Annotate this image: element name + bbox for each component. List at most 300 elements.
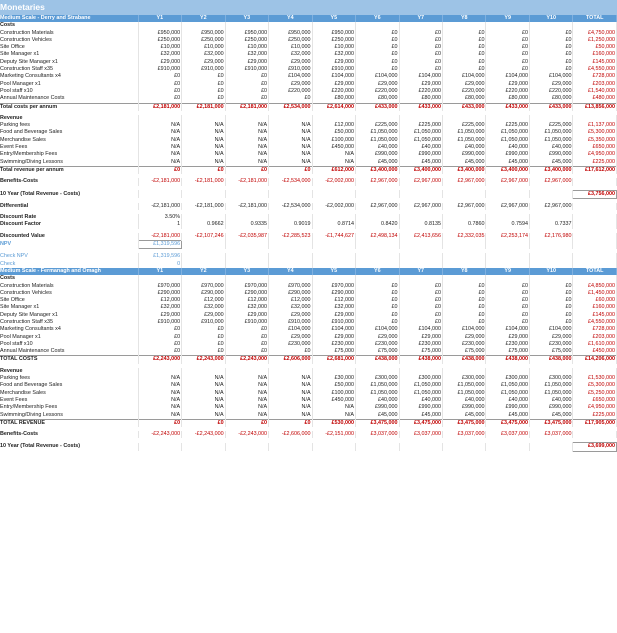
value-cell[interactable]: £0 bbox=[486, 59, 529, 66]
value-cell[interactable]: N/A bbox=[269, 129, 312, 136]
value-cell[interactable]: £0 bbox=[138, 341, 181, 348]
value-cell[interactable]: £29,000 bbox=[399, 334, 442, 341]
value-cell[interactable]: £0 bbox=[182, 73, 225, 80]
value-cell[interactable]: £2,176,980 bbox=[529, 233, 572, 241]
value-cell[interactable]: £0 bbox=[486, 312, 529, 319]
empty-cell[interactable] bbox=[269, 368, 312, 375]
row-label[interactable]: Entry/Membership Fees bbox=[0, 151, 138, 158]
value-cell[interactable]: £230,000 bbox=[399, 341, 442, 348]
value-cell[interactable]: £1,050,000 bbox=[486, 382, 529, 389]
empty-cell[interactable] bbox=[573, 178, 617, 185]
row-label[interactable]: Costs bbox=[0, 22, 138, 29]
value-cell[interactable]: 0.7337 bbox=[529, 221, 572, 228]
row-label[interactable]: Marketing Consultants x4 bbox=[0, 326, 138, 333]
value-cell[interactable]: £2,967,000 bbox=[356, 178, 399, 185]
value-cell[interactable]: £1,050,000 bbox=[529, 137, 572, 144]
value-cell[interactable]: £250,000 bbox=[269, 37, 312, 44]
empty-cell[interactable] bbox=[443, 241, 486, 249]
value-cell[interactable]: -£2,181,000 bbox=[225, 203, 268, 210]
empty-cell[interactable] bbox=[312, 214, 355, 221]
value-cell[interactable]: -£2,606,000 bbox=[269, 431, 312, 438]
empty-cell[interactable] bbox=[399, 261, 442, 268]
value-cell[interactable]: £3,037,000 bbox=[399, 431, 442, 438]
value-cell[interactable]: £0 bbox=[529, 319, 572, 326]
value-cell[interactable]: £1,050,000 bbox=[356, 390, 399, 397]
value-cell[interactable]: £45,000 bbox=[399, 412, 442, 420]
value-cell[interactable]: £104,000 bbox=[399, 326, 442, 333]
value-cell[interactable]: £0 bbox=[443, 37, 486, 44]
empty-cell[interactable] bbox=[269, 214, 312, 221]
value-cell[interactable]: £0 bbox=[399, 312, 442, 319]
value-cell[interactable]: £75,000 bbox=[443, 348, 486, 356]
empty-cell[interactable] bbox=[182, 253, 225, 260]
empty-cell[interactable] bbox=[312, 443, 355, 451]
value-cell[interactable]: £0 bbox=[399, 304, 442, 311]
value-cell[interactable]: £0 bbox=[182, 326, 225, 333]
value-cell[interactable]: £5,250,000 bbox=[573, 390, 617, 397]
value-cell[interactable]: N/A bbox=[225, 159, 268, 167]
value-cell[interactable]: £1,050,000 bbox=[529, 382, 572, 389]
empty-cell[interactable] bbox=[486, 115, 529, 122]
value-cell[interactable]: £32,000 bbox=[182, 304, 225, 311]
value-cell[interactable]: £0 bbox=[486, 304, 529, 311]
value-cell[interactable]: £104,000 bbox=[529, 326, 572, 333]
value-cell[interactable]: £0 bbox=[356, 312, 399, 319]
value-cell[interactable]: £29,000 bbox=[182, 59, 225, 66]
value-cell[interactable]: N/A bbox=[312, 412, 355, 420]
empty-cell[interactable] bbox=[225, 190, 268, 198]
value-cell[interactable]: £2,332,035 bbox=[443, 233, 486, 241]
value-cell[interactable]: £950,000 bbox=[225, 30, 268, 37]
value-cell[interactable]: N/A bbox=[225, 375, 268, 382]
column-header-total[interactable]: TOTAL bbox=[573, 268, 617, 275]
empty-cell[interactable] bbox=[225, 22, 268, 29]
value-cell[interactable]: £970,000 bbox=[225, 283, 268, 290]
value-cell[interactable]: £75,000 bbox=[529, 348, 572, 356]
value-cell[interactable]: £104,000 bbox=[486, 326, 529, 333]
value-cell[interactable]: £0 bbox=[356, 37, 399, 44]
row-label[interactable]: Entry/Membership Fees bbox=[0, 404, 138, 411]
empty-cell[interactable] bbox=[312, 261, 355, 268]
column-header-y1[interactable]: Y1 bbox=[138, 268, 181, 275]
empty-cell[interactable] bbox=[529, 22, 572, 29]
value-cell[interactable]: £450,000 bbox=[312, 144, 355, 151]
value-cell[interactable]: £80,000 bbox=[486, 95, 529, 103]
empty-cell[interactable] bbox=[443, 190, 486, 198]
empty-cell[interactable] bbox=[356, 261, 399, 268]
value-cell[interactable]: -£2,534,000 bbox=[269, 203, 312, 210]
value-cell[interactable]: £29,000 bbox=[138, 59, 181, 66]
row-label[interactable]: Event Fees bbox=[0, 144, 138, 151]
value-cell[interactable]: £50,000 bbox=[312, 129, 355, 136]
empty-cell[interactable] bbox=[486, 241, 529, 249]
value-cell[interactable]: £75,000 bbox=[356, 348, 399, 356]
value-cell[interactable]: £4,950,000 bbox=[573, 404, 617, 411]
value-cell[interactable]: £910,000 bbox=[269, 66, 312, 73]
row-label[interactable]: Revenue bbox=[0, 115, 138, 122]
row-label[interactable]: Benefits-Costs bbox=[0, 178, 138, 185]
value-cell[interactable]: £40,000 bbox=[529, 144, 572, 151]
value-cell[interactable]: £2,181,000 bbox=[138, 103, 181, 111]
empty-cell[interactable] bbox=[225, 241, 268, 249]
value-cell[interactable]: £910,000 bbox=[138, 66, 181, 73]
value-cell[interactable]: 1 bbox=[138, 221, 181, 228]
value-cell[interactable]: £29,000 bbox=[486, 81, 529, 88]
value-cell[interactable]: £0 bbox=[225, 348, 268, 356]
value-cell[interactable]: £0 bbox=[399, 319, 442, 326]
value-cell[interactable]: £2,967,000 bbox=[529, 178, 572, 185]
empty-cell[interactable] bbox=[269, 275, 312, 282]
value-cell[interactable]: £650,000 bbox=[573, 397, 617, 404]
value-cell[interactable]: £433,000 bbox=[356, 103, 399, 111]
column-header-y6[interactable]: Y6 bbox=[356, 15, 399, 22]
value-cell[interactable]: £2,967,000 bbox=[486, 203, 529, 210]
empty-cell[interactable] bbox=[138, 115, 181, 122]
value-cell[interactable]: N/A bbox=[269, 412, 312, 420]
value-cell[interactable]: £0 bbox=[443, 304, 486, 311]
value-cell[interactable]: £4,550,000 bbox=[573, 319, 617, 326]
column-header-y3[interactable]: Y3 bbox=[225, 268, 268, 275]
value-cell[interactable]: £104,000 bbox=[356, 73, 399, 80]
value-cell[interactable]: £0 bbox=[529, 30, 572, 37]
value-cell[interactable]: £250,000 bbox=[312, 37, 355, 44]
value-cell[interactable]: £2,181,000 bbox=[182, 103, 225, 111]
value-cell[interactable]: N/A bbox=[138, 382, 181, 389]
empty-cell[interactable] bbox=[573, 221, 617, 228]
value-cell[interactable]: £230,000 bbox=[269, 341, 312, 348]
value-cell[interactable]: £990,000 bbox=[356, 151, 399, 158]
empty-cell[interactable] bbox=[225, 275, 268, 282]
value-cell[interactable]: £0 bbox=[269, 348, 312, 356]
value-cell[interactable]: £0 bbox=[356, 304, 399, 311]
value-cell[interactable]: £290,000 bbox=[138, 290, 181, 297]
value-cell[interactable]: £32,000 bbox=[312, 51, 355, 58]
row-label[interactable]: Swimming/Diving Lessons bbox=[0, 159, 138, 167]
value-cell[interactable]: £40,000 bbox=[486, 144, 529, 151]
empty-cell[interactable] bbox=[225, 115, 268, 122]
value-cell[interactable]: £290,000 bbox=[225, 290, 268, 297]
empty-cell[interactable] bbox=[486, 368, 529, 375]
value-cell[interactable]: £2,967,000 bbox=[486, 178, 529, 185]
value-cell[interactable]: £100,000 bbox=[312, 137, 355, 144]
value-cell[interactable]: £29,000 bbox=[529, 81, 572, 88]
value-cell[interactable]: £104,000 bbox=[443, 326, 486, 333]
value-cell[interactable]: £0 bbox=[225, 95, 268, 103]
empty-cell[interactable] bbox=[225, 261, 268, 268]
empty-cell[interactable] bbox=[529, 115, 572, 122]
value-cell[interactable]: £1,050,000 bbox=[486, 129, 529, 136]
value-cell[interactable]: -£1,744,627 bbox=[312, 233, 355, 241]
value-cell[interactable]: £32,000 bbox=[225, 51, 268, 58]
value-cell[interactable]: £0 bbox=[529, 59, 572, 66]
empty-cell[interactable] bbox=[138, 190, 181, 198]
value-cell[interactable]: N/A bbox=[225, 397, 268, 404]
value-cell[interactable]: £300,000 bbox=[399, 375, 442, 382]
value-cell[interactable]: £3,037,000 bbox=[529, 431, 572, 438]
value-cell[interactable]: -£2,243,000 bbox=[225, 431, 268, 438]
value-cell[interactable]: £2,243,000 bbox=[225, 356, 268, 364]
value-cell[interactable]: £0 bbox=[138, 166, 181, 174]
value-cell[interactable]: £0 bbox=[138, 326, 181, 333]
value-cell[interactable]: £910,000 bbox=[312, 66, 355, 73]
value-cell[interactable]: £45,000 bbox=[356, 159, 399, 167]
value-cell[interactable]: £1,050,000 bbox=[443, 129, 486, 136]
empty-cell[interactable] bbox=[399, 190, 442, 198]
value-cell[interactable]: £990,000 bbox=[529, 404, 572, 411]
value-cell[interactable]: £728,000 bbox=[573, 73, 617, 80]
value-cell[interactable]: £3,400,000 bbox=[529, 166, 572, 174]
value-cell[interactable]: £145,000 bbox=[573, 312, 617, 319]
empty-cell[interactable] bbox=[182, 115, 225, 122]
value-cell[interactable]: £1,050,000 bbox=[443, 137, 486, 144]
empty-cell[interactable] bbox=[182, 22, 225, 29]
value-cell[interactable]: £0 bbox=[399, 66, 442, 73]
value-cell[interactable]: £0 bbox=[269, 95, 312, 103]
value-cell[interactable]: £32,000 bbox=[182, 51, 225, 58]
value-cell[interactable]: £0 bbox=[399, 37, 442, 44]
value-cell[interactable]: £220,000 bbox=[443, 88, 486, 95]
value-cell[interactable]: £1,050,000 bbox=[356, 129, 399, 136]
column-header-y5[interactable]: Y5 bbox=[312, 15, 355, 22]
value-cell[interactable]: £3,037,000 bbox=[443, 431, 486, 438]
value-cell[interactable]: £45,000 bbox=[443, 159, 486, 167]
empty-cell[interactable] bbox=[182, 275, 225, 282]
empty-cell[interactable] bbox=[573, 115, 617, 122]
value-cell[interactable]: £450,000 bbox=[312, 397, 355, 404]
value-cell[interactable]: £990,000 bbox=[486, 404, 529, 411]
value-cell[interactable]: -£2,181,000 bbox=[225, 178, 268, 185]
value-cell[interactable]: £10,000 bbox=[269, 44, 312, 51]
value-cell[interactable]: £29,000 bbox=[529, 334, 572, 341]
value-cell[interactable]: £29,000 bbox=[312, 59, 355, 66]
value-cell[interactable]: £5,350,000 bbox=[573, 137, 617, 144]
value-cell[interactable]: £0 bbox=[399, 283, 442, 290]
empty-cell[interactable] bbox=[269, 190, 312, 198]
empty-cell[interactable] bbox=[312, 115, 355, 122]
empty-cell[interactable] bbox=[529, 261, 572, 268]
value-cell[interactable]: £230,000 bbox=[312, 341, 355, 348]
column-header-y3[interactable]: Y3 bbox=[225, 15, 268, 22]
row-label[interactable]: 10 Year (Total Revenue - Costs) bbox=[0, 190, 138, 198]
value-cell[interactable]: £1,050,000 bbox=[399, 390, 442, 397]
empty-cell[interactable] bbox=[573, 214, 617, 221]
value-cell[interactable]: £29,000 bbox=[269, 81, 312, 88]
value-cell[interactable]: -£2,243,000 bbox=[138, 431, 181, 438]
value-cell[interactable]: £3,400,000 bbox=[443, 166, 486, 174]
value-cell[interactable]: £2,243,000 bbox=[138, 356, 181, 364]
value-cell[interactable]: £29,000 bbox=[443, 334, 486, 341]
value-cell[interactable]: £0 bbox=[356, 59, 399, 66]
row-label[interactable]: Construction Vehicles bbox=[0, 290, 138, 297]
row-label[interactable]: Total costs per annum bbox=[0, 103, 138, 111]
value-cell[interactable]: £910,000 bbox=[312, 319, 355, 326]
value-cell[interactable]: £612,000 bbox=[312, 166, 355, 174]
empty-cell[interactable] bbox=[225, 253, 268, 260]
empty-cell[interactable] bbox=[399, 22, 442, 29]
value-cell[interactable]: £1,319,596 bbox=[138, 241, 181, 249]
value-cell[interactable]: £3,756,000 bbox=[573, 190, 617, 198]
value-cell[interactable]: £14,206,000 bbox=[573, 356, 617, 364]
value-cell[interactable]: £0 bbox=[182, 341, 225, 348]
empty-cell[interactable] bbox=[356, 275, 399, 282]
value-cell[interactable]: £950,000 bbox=[269, 30, 312, 37]
column-header-y2[interactable]: Y2 bbox=[182, 15, 225, 22]
value-cell[interactable]: £0 bbox=[443, 290, 486, 297]
column-header-y2[interactable]: Y2 bbox=[182, 268, 225, 275]
value-cell[interactable]: £12,000 bbox=[269, 297, 312, 304]
value-cell[interactable]: N/A bbox=[138, 122, 181, 129]
value-cell[interactable]: £104,000 bbox=[486, 73, 529, 80]
value-cell[interactable]: £438,000 bbox=[529, 356, 572, 364]
row-label[interactable]: Construction Materials bbox=[0, 30, 138, 37]
value-cell[interactable]: £1,540,000 bbox=[573, 88, 617, 95]
value-cell[interactable]: N/A bbox=[269, 144, 312, 151]
value-cell[interactable]: £300,000 bbox=[529, 375, 572, 382]
value-cell[interactable]: £0 bbox=[225, 166, 268, 174]
section-header-label[interactable]: Medium Scale - Fermanagh and Omagh bbox=[0, 268, 138, 275]
value-cell[interactable]: £728,000 bbox=[573, 326, 617, 333]
value-cell[interactable]: £2,534,000 bbox=[269, 103, 312, 111]
value-cell[interactable]: £225,000 bbox=[573, 412, 617, 420]
value-cell[interactable]: N/A bbox=[138, 137, 181, 144]
value-cell[interactable]: £0 bbox=[138, 73, 181, 80]
value-cell[interactable]: -£2,181,000 bbox=[138, 203, 181, 210]
value-cell[interactable]: N/A bbox=[225, 129, 268, 136]
row-label[interactable]: Pool staff x10 bbox=[0, 341, 138, 348]
value-cell[interactable]: N/A bbox=[182, 382, 225, 389]
empty-cell[interactable] bbox=[443, 275, 486, 282]
empty-cell[interactable] bbox=[399, 368, 442, 375]
value-cell[interactable]: £80,000 bbox=[529, 95, 572, 103]
empty-cell[interactable] bbox=[312, 253, 355, 260]
value-cell[interactable]: £910,000 bbox=[182, 66, 225, 73]
row-label[interactable]: Site Office bbox=[0, 297, 138, 304]
value-cell[interactable]: £10,000 bbox=[138, 44, 181, 51]
value-cell[interactable]: £970,000 bbox=[182, 283, 225, 290]
value-cell[interactable]: £1,050,000 bbox=[399, 137, 442, 144]
value-cell[interactable]: £250,000 bbox=[182, 37, 225, 44]
value-cell[interactable]: £910,000 bbox=[182, 319, 225, 326]
column-header-y10[interactable]: Y10 bbox=[529, 268, 572, 275]
value-cell[interactable]: £230,000 bbox=[356, 341, 399, 348]
empty-cell[interactable] bbox=[529, 368, 572, 375]
empty-cell[interactable] bbox=[486, 275, 529, 282]
empty-cell[interactable] bbox=[312, 368, 355, 375]
value-cell[interactable]: £104,000 bbox=[443, 73, 486, 80]
value-cell[interactable]: £0 bbox=[486, 297, 529, 304]
value-cell[interactable]: £203,000 bbox=[573, 81, 617, 88]
value-cell[interactable]: £3,400,000 bbox=[486, 166, 529, 174]
value-cell[interactable]: £0 bbox=[356, 290, 399, 297]
value-cell[interactable]: £3,037,000 bbox=[356, 431, 399, 438]
value-cell[interactable]: N/A bbox=[269, 159, 312, 167]
value-cell[interactable]: N/A bbox=[182, 129, 225, 136]
value-cell[interactable]: 0.9662 bbox=[182, 221, 225, 228]
row-label[interactable]: NPV bbox=[0, 241, 138, 249]
empty-cell[interactable] bbox=[356, 214, 399, 221]
value-cell[interactable]: £29,000 bbox=[269, 59, 312, 66]
empty-cell[interactable] bbox=[486, 190, 529, 198]
value-cell[interactable]: £29,000 bbox=[225, 59, 268, 66]
value-cell[interactable]: £0 bbox=[399, 44, 442, 51]
value-cell[interactable]: £1,050,000 bbox=[443, 390, 486, 397]
value-cell[interactable]: £0 bbox=[529, 66, 572, 73]
column-header-y9[interactable]: Y9 bbox=[486, 268, 529, 275]
value-cell[interactable]: -£2,285,523 bbox=[269, 233, 312, 241]
value-cell[interactable]: £4,850,000 bbox=[573, 283, 617, 290]
value-cell[interactable]: £3,699,000 bbox=[573, 443, 617, 451]
empty-cell[interactable] bbox=[356, 443, 399, 451]
value-cell[interactable]: N/A bbox=[269, 375, 312, 382]
value-cell[interactable]: £970,000 bbox=[138, 283, 181, 290]
value-cell[interactable]: £950,000 bbox=[312, 30, 355, 37]
value-cell[interactable]: £910,000 bbox=[269, 319, 312, 326]
row-label[interactable]: Site Manager x1 bbox=[0, 51, 138, 58]
empty-cell[interactable] bbox=[225, 368, 268, 375]
value-cell[interactable]: N/A bbox=[182, 375, 225, 382]
value-cell[interactable]: £438,000 bbox=[399, 356, 442, 364]
value-cell[interactable]: £32,000 bbox=[269, 304, 312, 311]
value-cell[interactable]: N/A bbox=[269, 382, 312, 389]
empty-cell[interactable] bbox=[443, 443, 486, 451]
value-cell[interactable]: £450,000 bbox=[573, 348, 617, 356]
empty-cell[interactable] bbox=[486, 253, 529, 260]
value-cell[interactable]: N/A bbox=[269, 397, 312, 404]
value-cell[interactable]: £1,050,000 bbox=[399, 129, 442, 136]
row-label[interactable]: Benefits-Costs bbox=[0, 431, 138, 438]
value-cell[interactable]: £0 bbox=[182, 95, 225, 103]
value-cell[interactable]: £17,612,000 bbox=[573, 166, 617, 174]
value-cell[interactable]: N/A bbox=[182, 122, 225, 129]
value-cell[interactable]: -£2,181,000 bbox=[138, 178, 181, 185]
value-cell[interactable]: £300,000 bbox=[486, 375, 529, 382]
row-label[interactable]: Merchandise Sales bbox=[0, 137, 138, 144]
value-cell[interactable]: £4,750,000 bbox=[573, 30, 617, 37]
value-cell[interactable]: £10,000 bbox=[225, 44, 268, 51]
value-cell[interactable]: £2,967,000 bbox=[529, 203, 572, 210]
value-cell[interactable]: £1,050,000 bbox=[356, 382, 399, 389]
value-cell[interactable]: £3,475,000 bbox=[529, 419, 572, 427]
value-cell[interactable]: £104,000 bbox=[312, 73, 355, 80]
value-cell[interactable]: £225,000 bbox=[356, 122, 399, 129]
value-cell[interactable]: £2,253,174 bbox=[486, 233, 529, 241]
empty-cell[interactable] bbox=[486, 22, 529, 29]
value-cell[interactable]: £0 bbox=[356, 30, 399, 37]
value-cell[interactable]: £2,606,000 bbox=[269, 356, 312, 364]
value-cell[interactable]: £50,000 bbox=[312, 382, 355, 389]
value-cell[interactable]: £29,000 bbox=[312, 312, 355, 319]
row-label[interactable]: Pool Manager x1 bbox=[0, 334, 138, 341]
empty-cell[interactable] bbox=[356, 22, 399, 29]
value-cell[interactable]: £0 bbox=[486, 37, 529, 44]
value-cell[interactable]: £160,000 bbox=[573, 51, 617, 58]
value-cell[interactable]: £50,000 bbox=[573, 44, 617, 51]
value-cell[interactable]: £0 bbox=[138, 334, 181, 341]
value-cell[interactable]: £40,000 bbox=[356, 144, 399, 151]
value-cell[interactable]: £4,550,000 bbox=[573, 66, 617, 73]
value-cell[interactable]: £203,000 bbox=[573, 334, 617, 341]
value-cell[interactable]: £438,000 bbox=[486, 356, 529, 364]
empty-cell[interactable] bbox=[486, 261, 529, 268]
empty-cell[interactable] bbox=[138, 443, 181, 451]
value-cell[interactable]: £40,000 bbox=[529, 397, 572, 404]
value-cell[interactable]: -£2,151,000 bbox=[312, 431, 355, 438]
value-cell[interactable]: £0 bbox=[486, 30, 529, 37]
row-label[interactable]: Check NPV bbox=[0, 253, 138, 260]
value-cell[interactable]: N/A bbox=[182, 404, 225, 411]
value-cell[interactable]: £220,000 bbox=[269, 88, 312, 95]
value-cell[interactable]: N/A bbox=[182, 151, 225, 158]
